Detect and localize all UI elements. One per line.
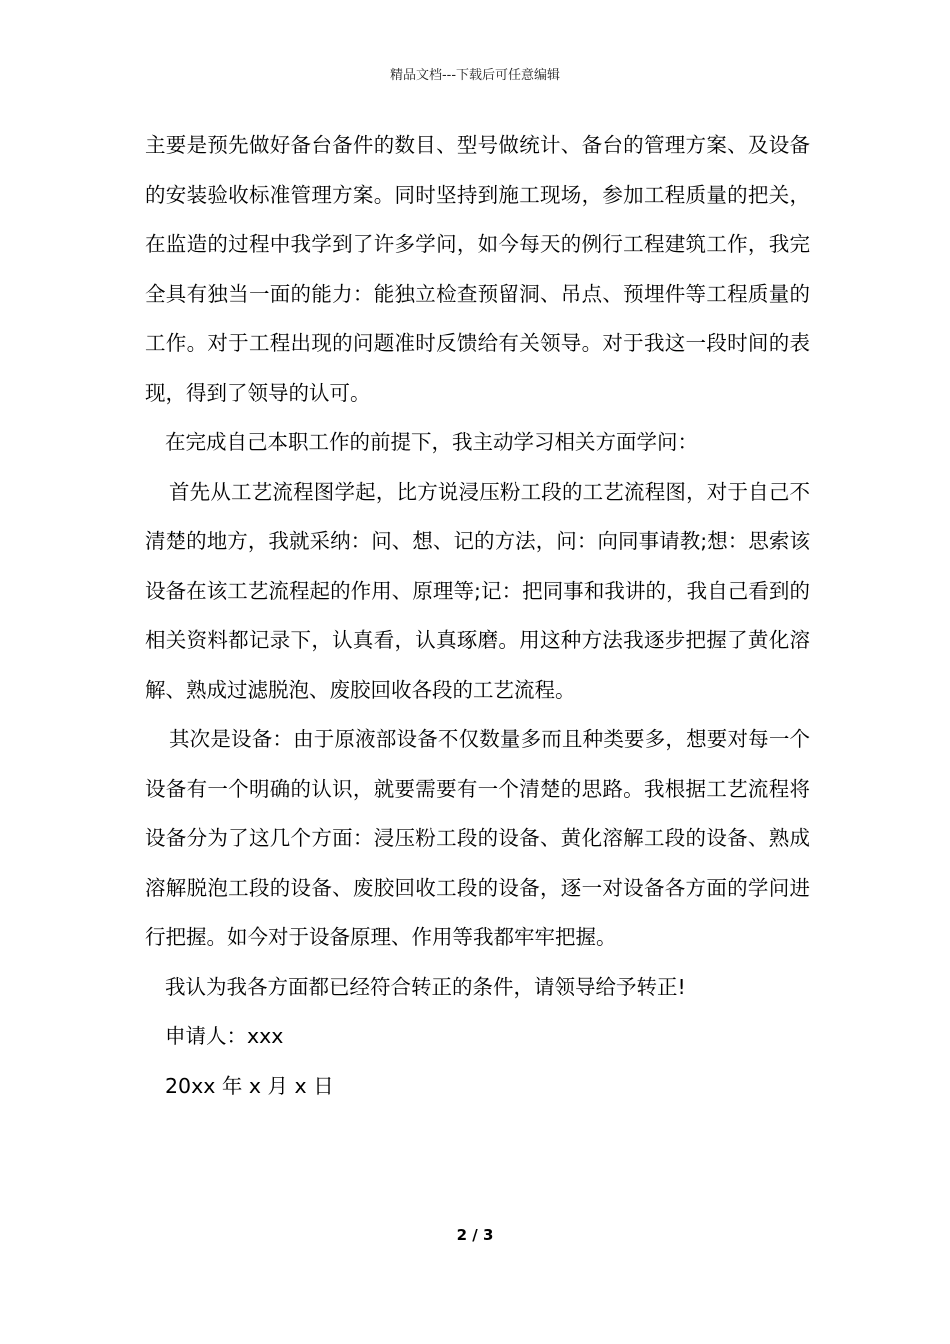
date-line: 20xx 年 x 月 x 日 [165, 1073, 334, 1098]
page-number: 2 / 3 [456, 1226, 494, 1244]
paragraph-learning-intro: 在完成自己本职工作的前提下，我主动学习相关方面学问： [165, 430, 698, 454]
paragraph-equipment: 其次是设备：由于原液部设备不仅数量多而且种类要多，想要对每一个设备有一个明确的认识，就要需要有一个清楚的思路。我根据工艺流程将设备分为了这几个方面：浸压粉工段的设备、黄化溶解工段的设备、熟成溶解脱泡工段的设备、废胶回收工段的设备，逐一对设备各方面的学问进行把握。如今对于设备原理、作用等我都牢牢把握。 [145, 727, 810, 949]
document-header: 精品文档---下载后可任意编辑 [389, 68, 561, 83]
paragraph-process-flow: 首先从工艺流程图学起，比方说浸压粉工段的工艺流程图，对于自己不清楚的地方，我就采纳：问、想、记的方法，问：向同事请教;想：思索该设备在该工艺流程起的作用、原理等;记：把同事和我讲的，我自己看到的相关资料都记录下，认真看，认真琢磨。用这种方法我逐步把握了黄化溶解、熟成过滤脱泡、废胶回收各段的工艺流程。 [145, 479, 810, 702]
paragraph-request: 我认为我各方面都已经符合转正的条件，请领导给予转正! [165, 974, 686, 999]
document-body [145, 121, 810, 1111]
paragraph-duties: 主要是预先做好备台备件的数目、型号做统计、备台的管理方案、及设备的安装验收标准管理方案。同时坚持到施工现场，参加工程质量的把关，在监造的过程中我学到了许多学问，如今每天的例行工程建筑工作，我完全具有独当一面的能力：能独立检查预留洞、吊点、预埋件等工程质量的工作。对于工程出现的问题准时反馈给有关领导。对于我这一段时间的表现，得到了领导的认可。 [145, 133, 810, 405]
applicant-line: 申请人：xxx [165, 1024, 284, 1048]
